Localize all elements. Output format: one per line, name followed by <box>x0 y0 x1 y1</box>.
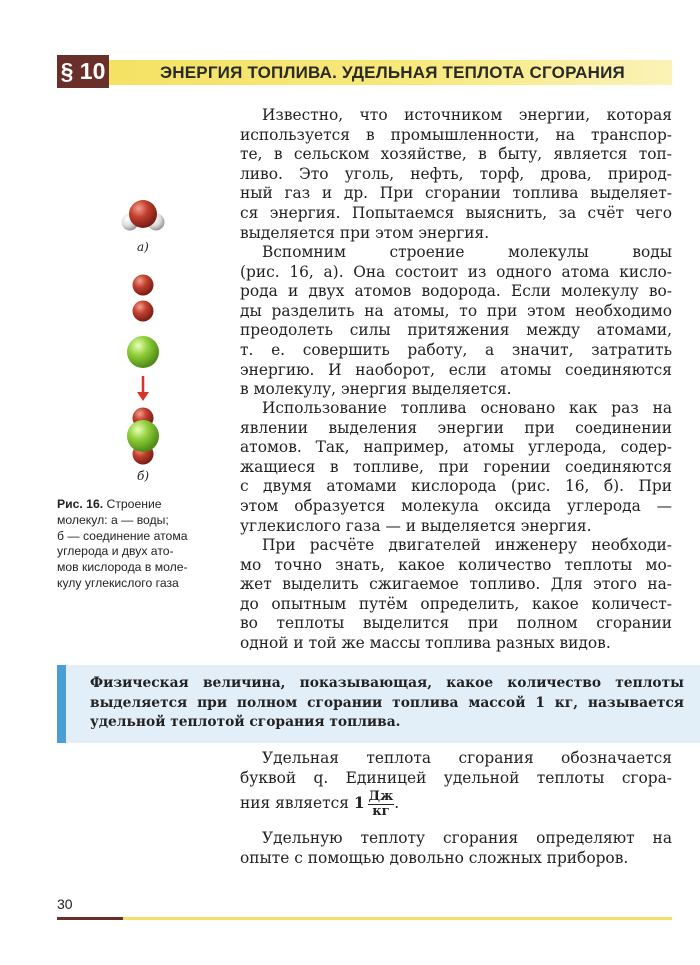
unit-line: ния является 1 $\frac{Дж}{кг}$ . <box>240 788 400 819</box>
figure-label-a: а) <box>137 240 149 254</box>
paragraph-fuel: Использование топлива основано как раз на явлении выделения энергии при соединении атомов. Так, например, атомы углерода, содер- жащиеся в топливе, при горении соединяются с двумя атомами кислорода (рис. 16, б). При этом образуется молекула оксида углерода — углекислого газа — и выделяется энергия. <box>240 399 672 535</box>
paragraph-water: Вспомним строение молекулы воды (рис. 16, а). Она состоит из одного атома кисло- рода и двух атомов водорода. Если молекулу во- ды разделить на атомы, то при этом необходимо преодолеть силы притяжения между атомами, т. е. совершить работу, а значит, затратить энергию. И наоборот, если атомы соединяются в молекулу, энергия выделяется. <box>240 243 672 399</box>
paragraph-measure: Удельную теплоту сгорания определяют на опыте с помощью довольно сложных приборов. <box>240 829 672 867</box>
section-title: ЭНЕРГИЯ ТОПЛИВА. УДЕЛЬНАЯ ТЕПЛОТА СГОРАНИЯ <box>160 63 625 82</box>
oxygen-atom <box>133 275 154 296</box>
section-badge: § 10 <box>57 55 109 88</box>
paragraph-intro: Известно, что источником энергии, которая используется в промышленности, на транспор- те, в сельском хозяйстве, в быту, является топ- ливо. Это уголь, нефть, торф, дрова, природ- ный газ и др. При сгорании топлива выделяет- ся энергия. Попытаемся выяснить, за счёт чего выделяется при этом энергия. <box>240 106 672 242</box>
oxygen-atom <box>129 200 157 228</box>
carbon-atom <box>127 420 159 452</box>
separate-atoms <box>127 275 159 369</box>
carbon-atom <box>127 336 159 368</box>
paragraph-engineer: При расчёте двигателей инженеру необходи- мо точно знать, какое количество теплоты мо- жет выделить сжигаемое топливо. Для этого на- до опытным путём определить, какое количест- во теплоты выделится при полном сгорании одной и той же массы топлива разных видов. <box>240 536 672 652</box>
co2-molecule <box>127 408 159 465</box>
unit-fraction: $\frac{Дж}{кг}$ <box>368 788 394 819</box>
definition-text: Физическая величина, показывающая, какое количество теплоты выделяется при полном сгорании топлива массой 1 кг, называется удельной теплотой сгорания топлива. <box>90 675 684 731</box>
figure-16-molecules <box>100 190 195 490</box>
figure-label-b: б) <box>137 469 150 483</box>
paragraph-unit: Удельная теплота сгорания обозначается буквой q. Единицей удельной теплоты сгора- ния является 1 $\frac{Дж}{кг}$ . <box>240 749 672 819</box>
page-number: 30 <box>57 896 73 912</box>
definition-stripe <box>57 665 66 743</box>
footer-rule-light <box>123 917 672 920</box>
figure-caption: Рис. 16. Строение молекул: а — воды; б — соединение атома углерода и двух ато- мов кислорода в моле- кулу углекислого газа <box>57 497 188 590</box>
oxygen-atom <box>133 301 154 322</box>
water-molecule <box>122 200 165 231</box>
footer-rule-dark <box>57 917 123 920</box>
arrow-down-icon <box>137 376 149 401</box>
caption-label: Рис. 16. <box>57 497 104 511</box>
